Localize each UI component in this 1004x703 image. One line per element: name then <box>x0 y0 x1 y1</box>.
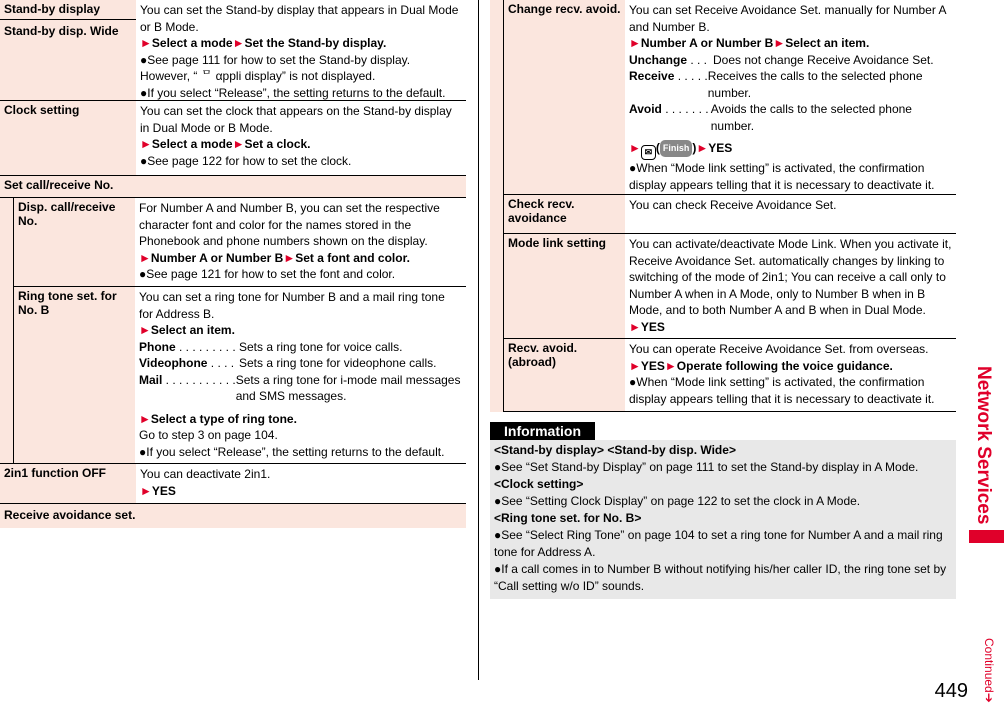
abroad-row <box>504 339 956 412</box>
change-op2: Select an item. <box>785 36 870 50</box>
check-row <box>504 195 956 234</box>
avoid-indent <box>490 0 504 412</box>
ring-item-videophone: Videophone . . . . Sets a ring tone for videophone calls. <box>139 356 437 370</box>
setcall-rows <box>14 198 466 464</box>
section-label: Network Services <box>973 366 994 525</box>
off-desc: You can deactivate 2in1. <box>140 467 271 481</box>
arrow-icon: ► <box>664 358 677 373</box>
info-p1: See “Set Stand-by Display” on page 111 to set the Stand-by display in A Mode. <box>501 460 919 474</box>
appli-icon: ᄆ <box>200 69 213 83</box>
right-column <box>490 0 956 599</box>
info-p4: If a call comes in to Number B without notifying his/her caller ID, the ring tone set by “Call setting w/o ID” sounds. <box>494 562 947 593</box>
info-body <box>490 440 956 599</box>
info-box <box>490 422 956 599</box>
off-op: YES <box>151 483 176 498</box>
arrow-right-icon: ➔ <box>982 692 996 703</box>
arrow-icon: ► <box>139 250 151 265</box>
standby-title: Stand-by display <box>0 0 136 20</box>
arrow-icon: ► <box>773 36 786 50</box>
info-h1: <Stand-by display> <Stand-by disp. Wide> <box>494 443 736 457</box>
setcall-indent <box>0 198 14 464</box>
off-row <box>0 464 466 504</box>
bullet-icon: ● <box>629 161 637 175</box>
bullet-icon: ● <box>494 460 502 474</box>
bullet-icon: ● <box>140 52 148 67</box>
standby-row <box>0 0 466 101</box>
ring-title: Ring tone set. for No. B <box>14 287 135 463</box>
ring-row <box>14 287 466 464</box>
arrow-icon: ► <box>629 358 641 373</box>
change-note: When “Mode link setting” is activated, the confirmation display appears telling that it is necessary to deactivate it. <box>629 161 935 192</box>
arrow-icon: ► <box>629 141 641 155</box>
standby-desc: You can set the Stand-by display that appears in Dual Mode or B Mode. <box>140 3 459 34</box>
standby-op1: Select a mode <box>151 36 233 50</box>
mode-row <box>504 234 956 339</box>
change-desc: You can set Receive Avoidance Set. manually for Number A and Number B. <box>629 3 946 34</box>
change-op1: Number A or Number B <box>640 36 774 50</box>
change-item-receive: Receive . . . . . Receives the calls to the selected phone number. <box>629 69 923 100</box>
disp-op2: Set a font and color. <box>295 250 410 265</box>
bullet-icon: ● <box>494 494 502 508</box>
info-title: Information <box>490 422 595 440</box>
section-marker <box>969 530 1004 543</box>
bullet-icon: ● <box>139 444 147 459</box>
avoid-group <box>490 0 956 412</box>
mode-op: YES <box>640 319 665 334</box>
bullet-icon: ● <box>140 85 148 100</box>
clock-op1: Select a mode <box>151 137 233 151</box>
ring-goto: Go to step 3 on page 104. <box>139 428 278 442</box>
ring-item-mail: Mail . . . . . . . . . . . Sets a ring tone for i-mode mail messages and SMS messages. <box>139 372 461 403</box>
standby-note1b: αppli display” is not displayed. <box>212 69 376 83</box>
setcall-group <box>0 198 466 464</box>
abroad-desc: You can operate Receive Avoidance Set. from overseas. <box>629 342 929 356</box>
abroad-note: When “Mode link setting” is activated, the confirmation display appears telling that it is necessary to deactivate it. <box>629 375 935 406</box>
ring-body <box>135 287 466 463</box>
standby-note1: See page 111 for how to set the Stand-by display. However, “ <box>140 52 411 83</box>
arrow-icon: ► <box>696 141 709 155</box>
standby-titles <box>0 0 136 100</box>
clock-note: See page 122 for how to set the clock. <box>147 153 352 168</box>
continued-text: Continued <box>982 638 996 693</box>
ring-note: If you select “Release”, the setting returns to the default. <box>146 444 445 459</box>
arrow-icon: ► <box>629 319 641 334</box>
avoid-section: Receive avoidance set. <box>0 504 466 528</box>
info-p3: See “Select Ring Tone” on page 104 to set a ring tone for Number A and a mail ring tone for Address A. <box>494 528 943 559</box>
arrow-icon: ► <box>232 36 245 50</box>
bullet-icon: ● <box>629 375 637 389</box>
avoid-rows <box>504 0 956 412</box>
bullet-icon: ● <box>494 528 502 542</box>
abroad-op1: YES <box>640 358 665 373</box>
arrow-icon: ► <box>232 137 245 151</box>
mail-key-icon: ✉ <box>641 145 656 160</box>
column-divider <box>478 0 479 680</box>
change-item-avoid: Avoid . . . . . . . Avoids the calls to the selected phone number. <box>629 102 912 133</box>
disp-title: Disp. call/receive No. <box>14 198 135 286</box>
off-body <box>136 464 466 503</box>
abroad-op2: Operate following the voice guidance. <box>676 358 893 373</box>
arrow-icon: ► <box>140 137 152 151</box>
change-title: Change recv. avoid. <box>504 0 625 194</box>
ring-op2: Select a type of ring tone. <box>150 411 297 426</box>
bullet-icon: ● <box>139 267 147 281</box>
mode-title: Mode link setting <box>504 234 625 338</box>
continued-label <box>980 638 998 703</box>
arrow-icon: ► <box>140 483 152 498</box>
arrow-icon: ► <box>629 36 641 50</box>
clock-title: Clock setting <box>0 101 136 175</box>
standby-wide-title: Stand-by disp. Wide <box>4 24 119 38</box>
check-desc: You can check Receive Avoidance Set. <box>629 198 837 212</box>
bullet-icon: ● <box>494 562 502 576</box>
standby-note2: If you select “Release”, the setting returns to the default. <box>147 85 446 100</box>
left-column <box>0 0 466 528</box>
abroad-body <box>625 339 956 411</box>
clock-op2: Set a clock. <box>244 137 311 151</box>
disp-row <box>14 198 466 287</box>
arrow-icon: ► <box>140 36 152 50</box>
abroad-title: Recv. avoid. (abroad) <box>504 339 625 411</box>
off-title: 2in1 function OFF <box>0 464 136 503</box>
standby-op2: Set the Stand-by display. <box>244 36 387 50</box>
change-body: You can set Receive Avoidance Set. manually for Number A and Number B. ►Number A or Number B►Select an item. Unchange . . . Does not change Receive Avoidance Set. Receive . . . . . Receives the calls to the selected phone number. Avoid . . . . . . . Avoids the calls to the selected phone number. ► ✉ ( Finish )►YES ●When “Mode link setting” is activated, the confirmation display appears telling that it is necessary to deactivate it. <box>625 0 956 194</box>
change-item-unchange: Unchange . . . Does not change Receive Avoidance Set. <box>629 52 934 67</box>
disp-note: See page 121 for how to set the font and color. <box>146 267 396 281</box>
mode-desc: You can activate/deactivate Mode Link. When you activate it, Receive Avoidance Set. automatically changes by linking to switching of the mode of 2in1; You can receive a call only to Number A when in A Mode, only to Number B when in B Mode, and to both Number A and B when in Dual Mode. <box>629 237 952 317</box>
change-row <box>504 0 956 195</box>
arrow-icon: ► <box>283 250 296 265</box>
ring-desc: You can set a ring tone for Number B and a mail ring tone for Address B. <box>139 290 445 321</box>
mode-body <box>625 234 956 338</box>
setcall-section: Set call/receive No. <box>0 176 466 198</box>
clock-body <box>136 101 466 175</box>
arrow-icon: ► <box>139 323 151 337</box>
standby-body <box>136 0 466 100</box>
info-p2: See “Setting Clock Display” on page 122 to set the clock in A Mode. <box>501 494 861 508</box>
disp-body <box>135 198 466 286</box>
finish-key-icon: Finish <box>660 140 693 157</box>
section-tab <box>970 366 994 526</box>
change-op3: YES <box>708 141 733 155</box>
disp-desc: For Number A and Number B, you can set the respective character font and color for the names stored in the Phonebook and phone numbers shown on the display. <box>139 201 440 248</box>
ring-op1: Select an item. <box>150 323 235 337</box>
ring-item-phone: Phone . . . . . . . . . Sets a ring tone for voice calls. <box>139 339 403 354</box>
disp-op1: Number A or Number B <box>150 250 284 265</box>
clock-row <box>0 101 466 176</box>
bullet-icon: ● <box>140 153 148 168</box>
info-h3: <Ring tone set. for No. B> <box>494 511 642 525</box>
clock-desc: You can set the clock that appears on the Stand-by display in Dual Mode or B Mode. <box>140 104 452 135</box>
page-number: 449 <box>934 680 968 702</box>
arrow-icon: ► <box>139 411 151 426</box>
check-title: Check recv. avoidance <box>504 195 625 233</box>
info-h2: <Clock setting> <box>494 477 584 491</box>
